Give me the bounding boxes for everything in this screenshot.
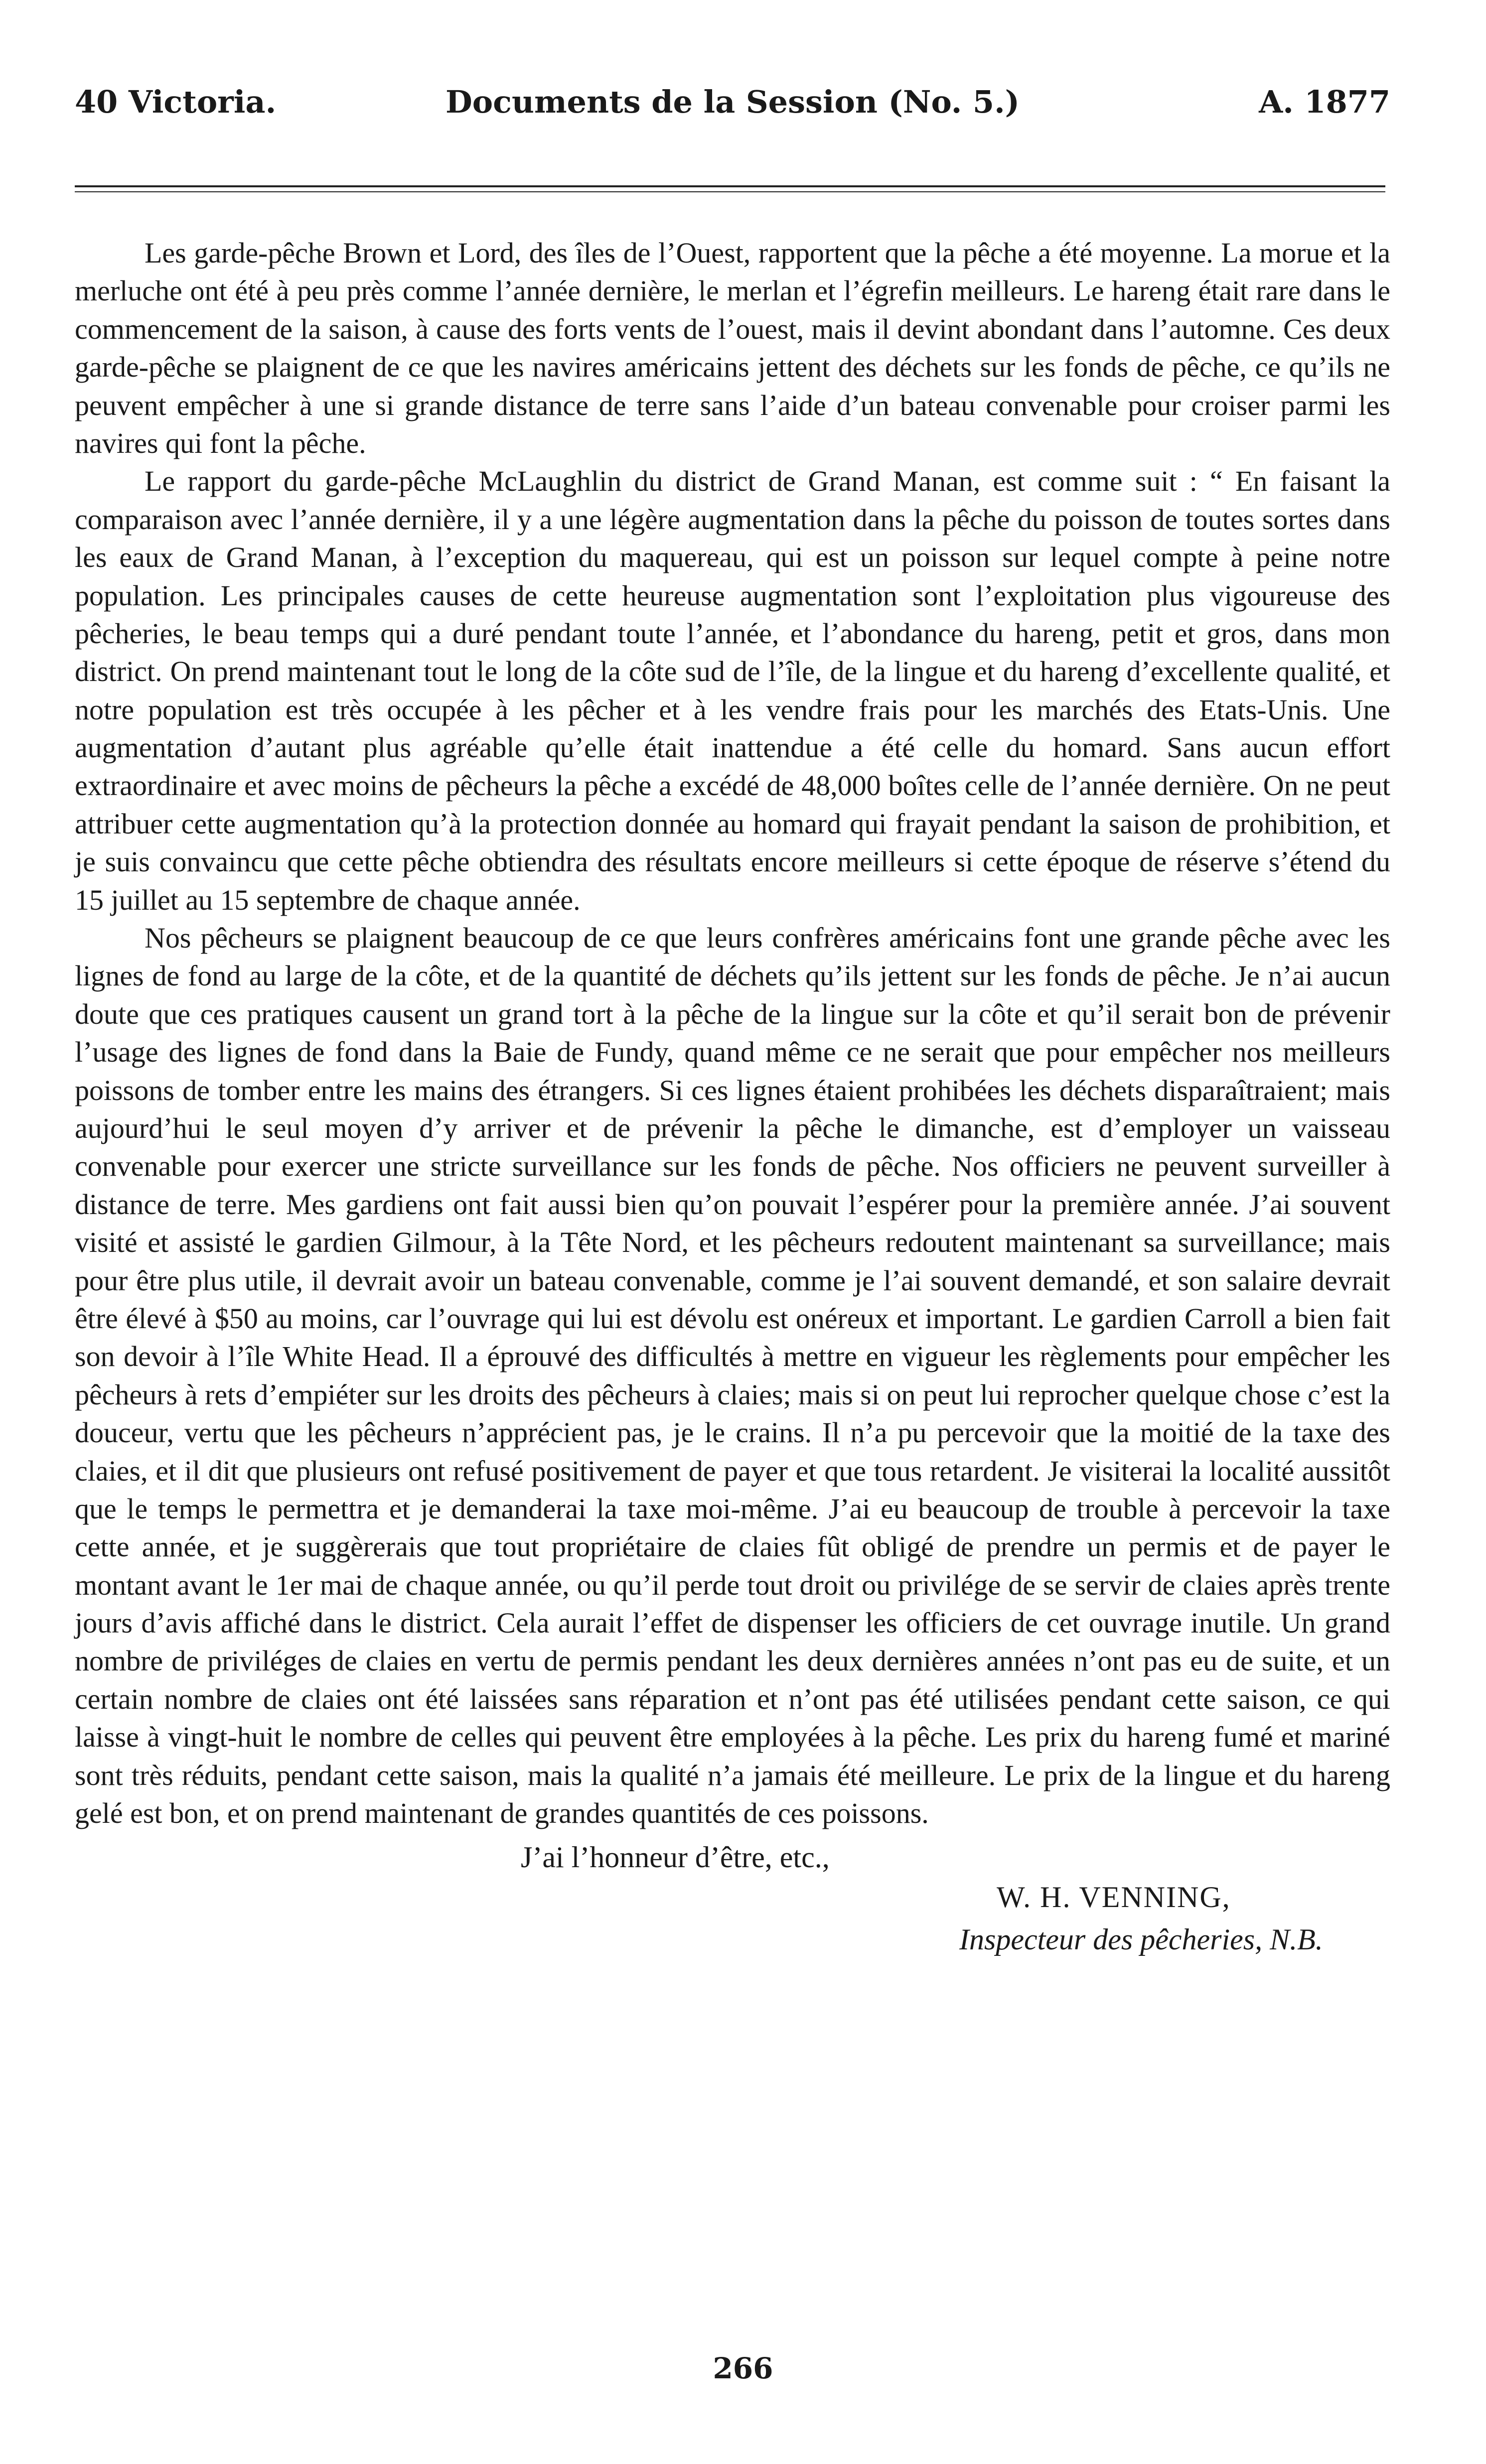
signature: W. H. VENNING, — [997, 1881, 1231, 1914]
running-header — [75, 75, 1390, 130]
paragraph: Nos pêcheurs se plaignent beaucoup de ce que leurs confrères américains font une grande pêche avec les lignes de fond au large de la côte, et de la quantité de déchets qu’ils jettent sur les fonds de pêche. Je n’ai aucun doute que ces pratiques causent un grand tort à la pêche de la lingue sur la côte et qu’il serait bon de prévenir l’usage des lignes de fond dans la Baie de Fundy, quand même ce ne serait que pour empêcher nos meilleurs poissons de tomber entre les mains des étrangers. Si ces lignes étaient prohibées les déchets disparaîtraient; mais aujourd’hui le seul moyen d’y arriver et de prévenir la pêche le dimanche, est d’employer un vaisseau convenable pour exercer une stricte surveillance sur les fonds de pêche. Nos officiers ne peuvent surveiller à distance de terre. Mes gardiens ont fait aussi bien qu’on pouvait l’espérer pour la première année. J’ai souvent visité et assisté le gardien Gilmour, à la Tête Nord, et les pêcheurs redoutent maintenant sa surveillance; mais pour être plus utile, il devrait avoir un bateau convenable, comme je l’ai souvent demandé, et son salaire devrait être élevé à $50 au moins, car l’ouvrage qui lui est dévolu est onéreux et important. Le gardien Carroll a bien fait son devoir à l’île White Head. Il a éprouvé des difficultés à mettre en vigueur les règlements pour empêcher les pêcheurs à rets d’empiéter sur les droits des pêcheurs à claies; mais si on peut lui reprocher quelque chose c’est la douceur, vertu que les pêcheurs n’apprécient pas, je le crains. Il n’a pu percevoir que la moitié de la taxe des claies, et il dit que plusieurs ont refusé positivement de payer et que tous retardent. Je visiterai la localité aussitôt que le temps le permettra et je demanderai la taxe moi-même. J’ai eu beaucoup de trouble à percevoir la taxe cette année, et je suggèrerais que tout propriétaire de claies fût obligé de prendre un permis et de payer le montant avant le 1er mai de chaque année, ou qu’il perde tout droit ou privilége de se servir de claies après trente jours d’avis affiché dans le district. Cela aurait l’effet de dispenser les officiers de cet ouvrage inutile. Un grand nombre de priviléges de claies en vertu de permis pendant les deux dernières années n’ont pas eu de suite, et un certain nombre de claies ont été laissées sans réparation et n’ont pas été utilisées pendant cette saison, ce qui laisse à vingt-huit le nombre de celles qui peuvent être employées à la pêche. Les prix du hareng fumé et mariné sont très réduits, pendant cette saison, mais la qualité n’a jamais été meilleure. Le prix de la lingue et du hareng gelé est bon, et on prend maintenant de grandes quantités de ces poissons. — [75, 922, 1390, 1830]
paragraph: Le rapport du garde-pêche McLaughlin du district de Grand Manan, est comme suit : “ En faisant la comparaison avec l’année dernière, il y a une légère augmentation dans la pêche du poisson de toutes sortes dans les eaux de Grand Manan, à l’exception du maquereau, qui est un poisson sur lequel compte à peine notre population. Les principales causes de cette heureuse augmentation sont l’exploitation plus vigoureuse des pêcheries, le beau temps qui a duré pendant toute l’année, et l’abondance du hareng, petit et gros, dans mon district. On prend maintenant tout le long de la côte sud de l’île, de la lingue et du hareng d’excellente qualité, et notre population est très occupée à les pêcher et à les vendre frais pour les marchés des Etats-Unis. Une augmentation d’autant plus agréable qu’elle était inattendue a été celle du homard. Sans aucun effort extraordinaire et avec moins de pêcheurs la pêche a excédé de 48,000 boîtes celle de l’année dernière. On ne peut attribuer cette augmentation qu’à la protection donnée au homard qui frayait pendant la saison de prohibition, et je suis convaincu que cette pêche obtiendra des résultats encore meilleurs si cette époque de réserve s’étend du 15 juillet au 15 septembre de chaque année. — [75, 465, 1390, 916]
paragraph: Les garde-pêche Brown et Lord, des îles de l’Ouest, rapportent que la pêche a été moyenne. La morue et la merluche ont été à peu près comme l’année dernière, le merlan et l’égrefin meilleurs. Le hareng était rare dans le commencement de la saison, à cause des forts vents de l’ouest, mais il devint abondant dans l’automne. Ces deux garde-pêche se plaignent de ce que les navires américains jettent des déchets sur les fonds de pêche, ce qu’ils ne peuvent empêcher à une si grande distance de terre sans l’aide d’un bateau convenable pour croiser parmi les navires qui font la pêche. — [75, 237, 1390, 459]
header-year: A. 1877 — [1259, 84, 1390, 120]
page-number: 266 — [713, 2351, 773, 2385]
header-volume: 40 Victoria. — [75, 84, 277, 120]
salutation: J’ai l’honneur d’être, etc., — [521, 1841, 830, 1874]
body-text — [75, 234, 1390, 1832]
header-rule-top — [75, 185, 1385, 187]
header-title: Documents de la Session (No. 5.) — [446, 84, 1020, 120]
signatory-title: Inspecteur des pêcheries, N.B. — [959, 1923, 1323, 1956]
header-rule-bottom — [75, 191, 1385, 192]
